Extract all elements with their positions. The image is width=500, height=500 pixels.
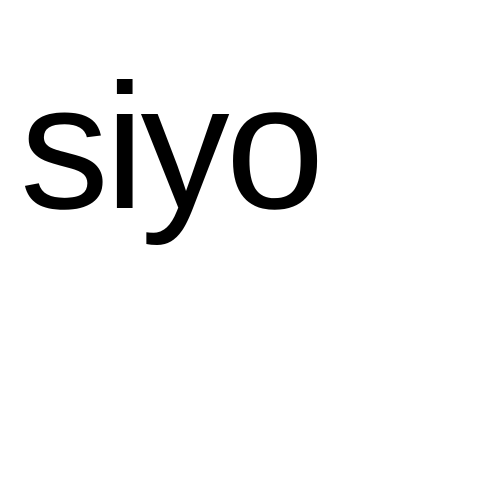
display-text: siyo	[20, 47, 321, 246]
